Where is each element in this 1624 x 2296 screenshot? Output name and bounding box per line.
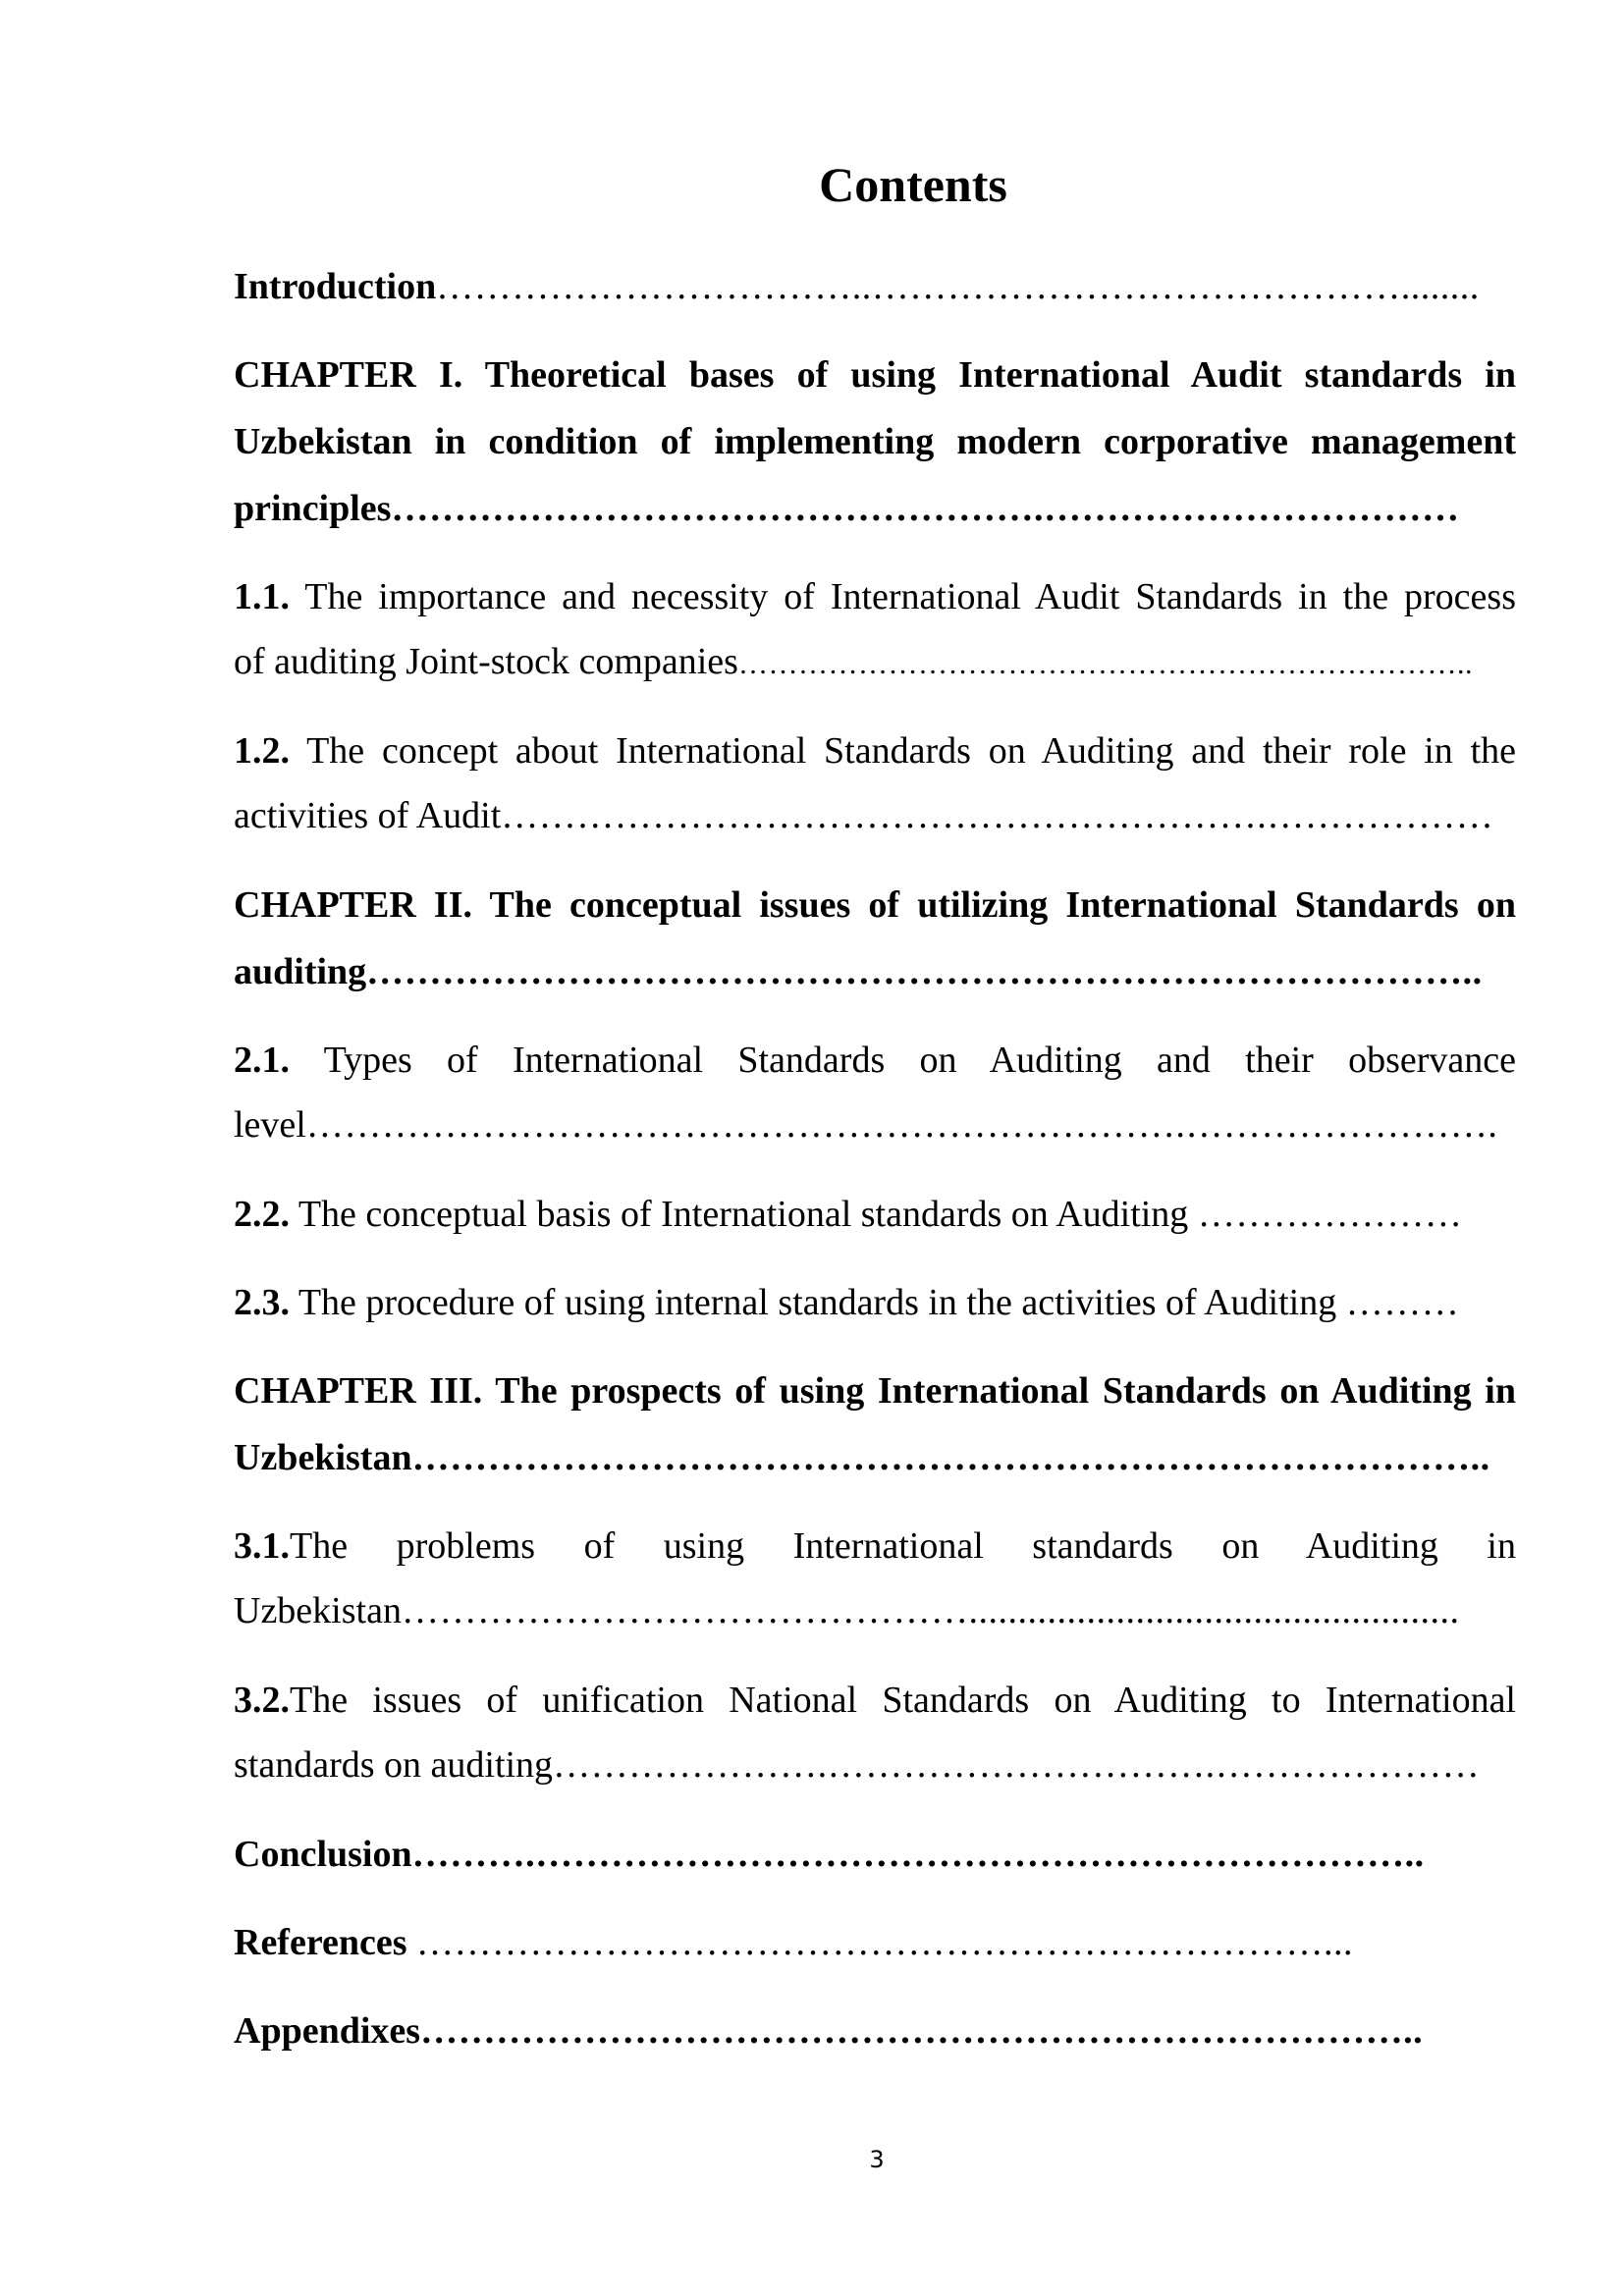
toc-entry-conclusion[interactable] [234,1821,1516,1888]
toc-leader-dots: …………………………………………………………………….. [420,2010,1424,2052]
toc-label: CHAPTER II. The conceptual issues of utilizing International Standards on [234,884,1516,926]
toc-label: Conclusion [234,1834,412,1875]
toc-label: Uzbekistan in condition of implementing modern corporative management [234,421,1516,462]
toc-leader-dots: ………………….………………………….………………… [553,1744,1481,1786]
toc-label: The importance and necessity of International Audit Standards in the process [290,576,1516,617]
toc-leader-dots: ……… [1345,1282,1460,1323]
section-number: 1.1. [234,576,290,617]
toc-label: principles [234,488,392,529]
toc-label: Introduction [234,266,437,307]
toc-label: of auditing Joint-stock companies [234,641,738,682]
toc-leader-dots: ……………………………..……………………………………........ [436,266,1480,307]
toc-entry-section-2-3[interactable] [234,1269,1516,1336]
toc-label: CHAPTER I. Theoretical bases of using International Audit standards in [234,354,1516,396]
toc-entry-section-1-1-line-1[interactable] [234,563,1516,630]
page-title: Contents [819,157,1007,212]
toc-entry-chapter-1-line-1[interactable] [234,342,1516,408]
toc-entry-section-3-1-line-2[interactable] [234,1577,1516,1644]
toc-entry-section-1-2-line-2[interactable] [234,782,1516,849]
toc-entry-section-2-1-line-2[interactable] [234,1092,1516,1158]
toc-leader-dots: ………………………………………………………………... [416,1922,1354,1963]
toc-leader-dots: ………………………………………………………………………….. [411,1437,1490,1478]
toc-entry-chapter-3-line-2[interactable] [234,1424,1516,1491]
toc-entry-chapter-2-line-2[interactable] [234,938,1516,1005]
toc-leader-dots: …………………………………………………………….……………………. [305,1104,1498,1146]
section-number: 2.2. [234,1194,290,1235]
toc-entry-section-1-1-line-2[interactable] [234,628,1516,698]
toc-label: CHAPTER III. The prospects of using International Standards on Auditing in [234,1370,1516,1412]
toc-label: The problems of using International standards on Auditing in [290,1525,1516,1567]
section-number: 1.2. [234,730,290,772]
toc-label: References [234,1922,417,1963]
toc-leader-dots: ………………… [1197,1194,1463,1235]
toc-entry-section-3-2-line-2[interactable] [234,1732,1516,1798]
toc-leader-dots: ……….…………………………………………………………….. [411,1834,1425,1875]
toc-leader-dots: …………………………………………………….……………… [501,795,1494,836]
toc-entry-section-3-2-line-1[interactable] [234,1667,1516,1734]
toc-entry-section-3-1-line-1[interactable] [234,1513,1516,1579]
toc-label: The concept about International Standards on Auditing and their role in the [290,730,1516,772]
toc-leader-dots: …………………………………………….…………………………… [391,488,1460,529]
toc-entry-chapter-3-line-1[interactable] [234,1358,1516,1424]
toc-leader-dots: ……………………………………….................................................. [401,1590,1460,1631]
toc-leader-dots: ……………………………………………………………….. [737,648,1473,680]
toc-entry-chapter-1-line-3[interactable] [234,475,1516,542]
toc-label: The issues of unification National Standards on Auditing to International [290,1680,1516,1721]
toc-entry-chapter-2-line-1[interactable] [234,872,1516,938]
toc-label: Appendixes [234,2010,421,2052]
toc-entry-introduction[interactable] [234,253,1516,320]
section-number: 3.2. [234,1680,290,1721]
toc-label: Uzbekistan [234,1437,412,1478]
toc-entry-references[interactable] [234,1909,1516,1976]
toc-entry-section-2-1-line-1[interactable] [234,1027,1516,1094]
toc-label: activities of Audit [234,795,502,836]
toc-label: auditing [234,951,367,992]
section-number: 2.1. [234,1040,290,1081]
section-number: 3.1. [234,1525,290,1567]
toc-leader-dots: …………………………………………………………………………….. [366,951,1483,992]
toc-label: level [234,1104,306,1146]
section-number: 2.3. [234,1282,290,1323]
toc-label: Uzbekistan [234,1590,402,1631]
toc-label: Types of International Standards on Auditing and their observance [290,1040,1516,1081]
toc-label: The conceptual basis of International standards on Auditing [290,1194,1198,1235]
toc-entry-section-2-2[interactable] [234,1181,1516,1248]
toc-entry-chapter-1-line-2[interactable] [234,408,1516,475]
page-number: 3 [869,2146,885,2173]
toc-label: standards on auditing [234,1744,554,1786]
toc-entry-section-1-2-line-1[interactable] [234,718,1516,784]
toc-label: The procedure of using internal standards in the activities of Auditing [290,1282,1346,1323]
toc-entry-appendixes[interactable] [234,1998,1516,2064]
